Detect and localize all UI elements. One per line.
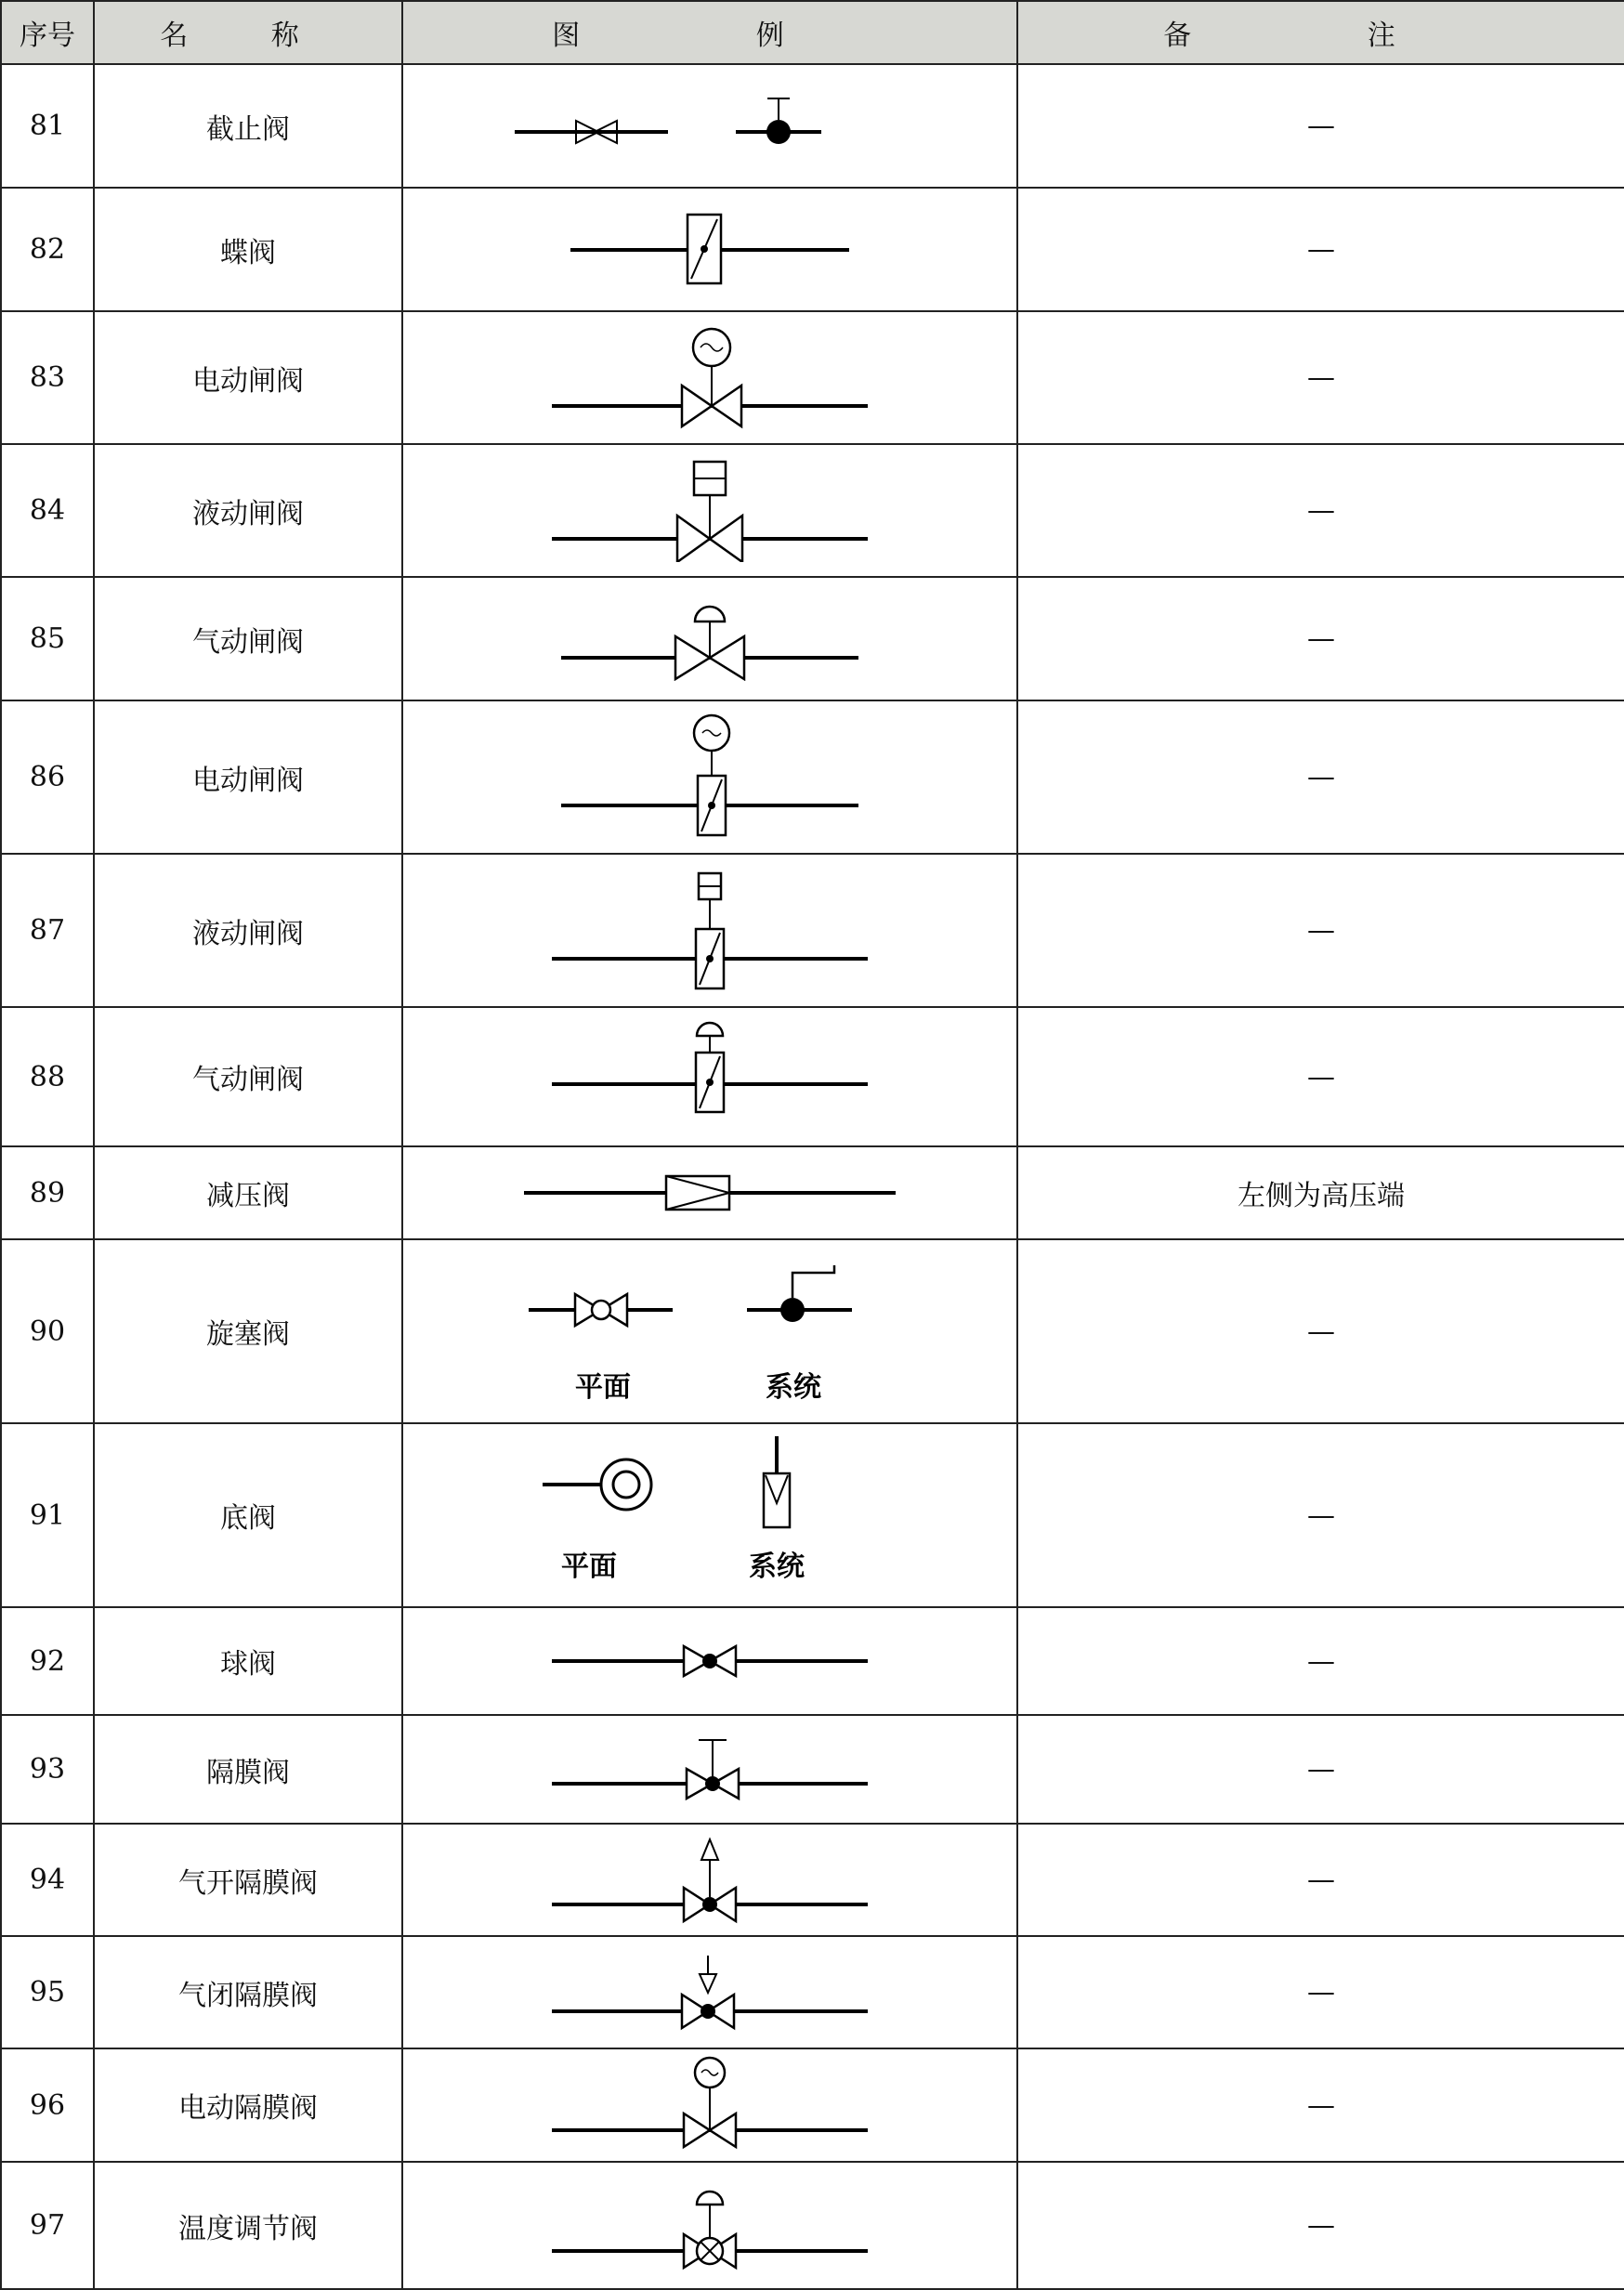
row-number: 95 [1, 1936, 94, 2048]
row-name: 液动闸阀 [94, 854, 402, 1007]
row-name: 电动闸阀 [94, 700, 402, 854]
row-number: 92 [1, 1607, 94, 1715]
row-number: 89 [1, 1146, 94, 1239]
row-name: 气闭隔膜阀 [94, 1936, 402, 2048]
row-number: 88 [1, 1007, 94, 1146]
electric-butterfly-valve-icon [552, 713, 868, 843]
row-note: — [1017, 854, 1624, 1007]
pressure-reducing-valve-icon [515, 1165, 905, 1221]
row-number: 96 [1, 2048, 94, 2162]
pneumatic-gate-valve-icon [552, 597, 868, 681]
row-number: 82 [1, 188, 94, 311]
table-row [1, 577, 1624, 700]
header-name: 名 称 [94, 1, 402, 64]
row-note: — [1017, 700, 1624, 854]
row-note: 左侧为高压端 [1017, 1146, 1624, 1239]
foot-valve-icon [524, 1436, 896, 1594]
row-note: — [1017, 64, 1624, 188]
system-view-label: 系统 [766, 1371, 821, 1404]
row-note: — [1017, 1824, 1624, 1936]
row-name: 底阀 [94, 1423, 402, 1607]
table-row [1, 311, 1624, 444]
row-number: 91 [1, 1423, 94, 1607]
row-name: 截止阀 [94, 64, 402, 188]
row-note: — [1017, 1007, 1624, 1146]
row-note: — [1017, 577, 1624, 700]
table-row [1, 2048, 1624, 2162]
row-name: 旋塞阀 [94, 1239, 402, 1423]
row-number: 87 [1, 854, 94, 1007]
plan-view-label: 平面 [575, 1371, 631, 1404]
row-note: — [1017, 2048, 1624, 2162]
table-row [1, 700, 1624, 854]
row-number: 84 [1, 444, 94, 577]
row-number: 83 [1, 311, 94, 444]
header-legend: 图 例 [402, 1, 1017, 64]
row-note: — [1017, 1715, 1624, 1824]
row-name: 电动闸阀 [94, 311, 402, 444]
row-number: 93 [1, 1715, 94, 1824]
header-note: 备 注 [1017, 1, 1624, 64]
row-note: — [1017, 2162, 1624, 2289]
table-row [1, 854, 1624, 1007]
table-row [1, 188, 1624, 311]
header-row [1, 1, 1624, 64]
row-note: — [1017, 1936, 1624, 2048]
row-note: — [1017, 311, 1624, 444]
air-open-diaphragm-valve-icon [543, 1834, 877, 1927]
globe-valve-icon [515, 89, 905, 164]
electric-diaphragm-valve-icon [543, 2054, 877, 2156]
row-note: — [1017, 1239, 1624, 1423]
row-name: 减压阀 [94, 1146, 402, 1239]
row-note: — [1017, 444, 1624, 577]
row-name: 气动闸阀 [94, 1007, 402, 1146]
electric-gate-valve-icon [543, 327, 877, 429]
table-row [1, 1607, 1624, 1715]
plug-valve-icon [524, 1252, 896, 1410]
butterfly-valve-icon [561, 208, 858, 292]
row-note: — [1017, 1423, 1624, 1607]
row-name: 温度调节阀 [94, 2162, 402, 2289]
hydraulic-gate-valve-icon [543, 460, 877, 562]
row-name: 气动闸阀 [94, 577, 402, 700]
row-name: 蝶阀 [94, 188, 402, 311]
row-number: 94 [1, 1824, 94, 1936]
table-row [1, 1239, 1624, 1423]
table-row [1, 1423, 1624, 1607]
ball-valve-icon [543, 1633, 877, 1689]
pneumatic-butterfly-valve-icon [543, 1021, 877, 1132]
table-row [1, 444, 1624, 577]
table-row [1, 2162, 1624, 2289]
table-row [1, 1007, 1624, 1146]
table-row [1, 64, 1624, 188]
row-name: 电动隔膜阀 [94, 2048, 402, 2162]
row-number: 97 [1, 2162, 94, 2289]
air-close-diaphragm-valve-icon [543, 1946, 877, 2039]
row-name: 隔膜阀 [94, 1715, 402, 1824]
diaphragm-valve-icon [543, 1733, 877, 1807]
row-number: 85 [1, 577, 94, 700]
table-row [1, 1146, 1624, 1239]
table-row [1, 1936, 1624, 2048]
row-note: — [1017, 188, 1624, 311]
plan-view-label: 平面 [561, 1551, 617, 1583]
table-row [1, 1824, 1624, 1936]
row-name: 气开隔膜阀 [94, 1824, 402, 1936]
row-name: 球阀 [94, 1607, 402, 1715]
system-view-label: 系统 [749, 1551, 805, 1583]
row-number: 81 [1, 64, 94, 188]
header-no: 序号 [1, 1, 94, 64]
row-note: — [1017, 1607, 1624, 1715]
hydraulic-butterfly-valve-icon [543, 866, 877, 996]
row-number: 86 [1, 700, 94, 854]
table-row [1, 1715, 1624, 1824]
temperature-control-valve-icon [543, 2175, 877, 2277]
row-name: 液动闸阀 [94, 444, 402, 577]
row-number: 90 [1, 1239, 94, 1423]
